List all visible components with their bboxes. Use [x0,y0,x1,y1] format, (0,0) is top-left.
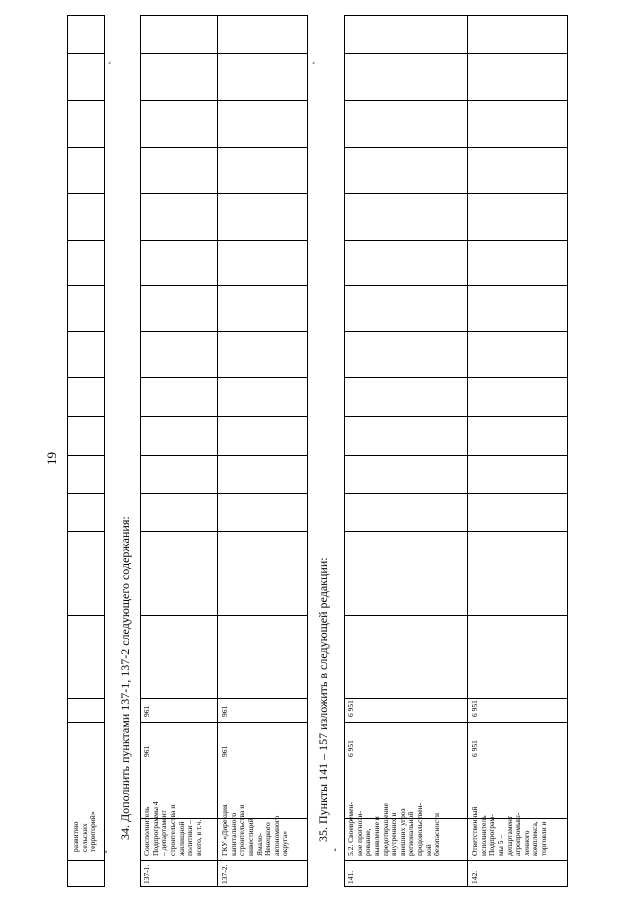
corner-mark-a-mid: a [334,848,337,853]
row-137-1-total: 961 [142,745,151,757]
row-141-num: 141. [346,870,355,884]
row-137-2-num: 137-2. [220,864,229,884]
heading-35: 35. Пункты 141 – 157 изложить в следующей редакции: [316,557,330,842]
corner-mark-b-mid: ». [311,60,317,65]
row-137-1-name: Соисполнитель Подпрограммы 4 – департамент строительства и жилищной политики – всего, в т.ч. [142,801,203,856]
row-141-year1: 6 951 [346,700,355,717]
row-141-name: 5.2. Своевремен- ное прогнози- рование, выявление и предотвращение внутренних и внешних угроз региональной продовольствен- ной безопасности [346,802,442,856]
corner-mark-a-top: a [105,850,108,855]
row-137-1-year1: 961 [142,705,151,717]
row-137-2-name: ГКУ «Дирекция капитального строительства и инвестиций Ямало- Ненецкого автономного округа» [220,804,290,856]
row-141-total: 6 951 [346,740,355,757]
row-142-total: 6 951 [470,740,479,757]
row-142-name: Ответственный исполнитель Подпрограм- мы 5 – департамент агропромыш- ленного комплекса, торговли и [470,806,548,856]
row-142-num: 142. [470,870,479,884]
heading-34: 34. Дополнить пунктами 137-1, 137-2 следующего содержания: [118,516,132,840]
row-137-1-num: 137-1. [142,864,151,884]
row-137-2-total: 961 [220,745,229,757]
row-142-year1: 6 951 [470,700,479,717]
top-row-label: развитию сельских территорий» [71,811,98,852]
row-137-2-year1: 961 [220,705,229,717]
corner-mark-b-top: ». [107,60,113,65]
page-number: 19 [44,452,59,465]
